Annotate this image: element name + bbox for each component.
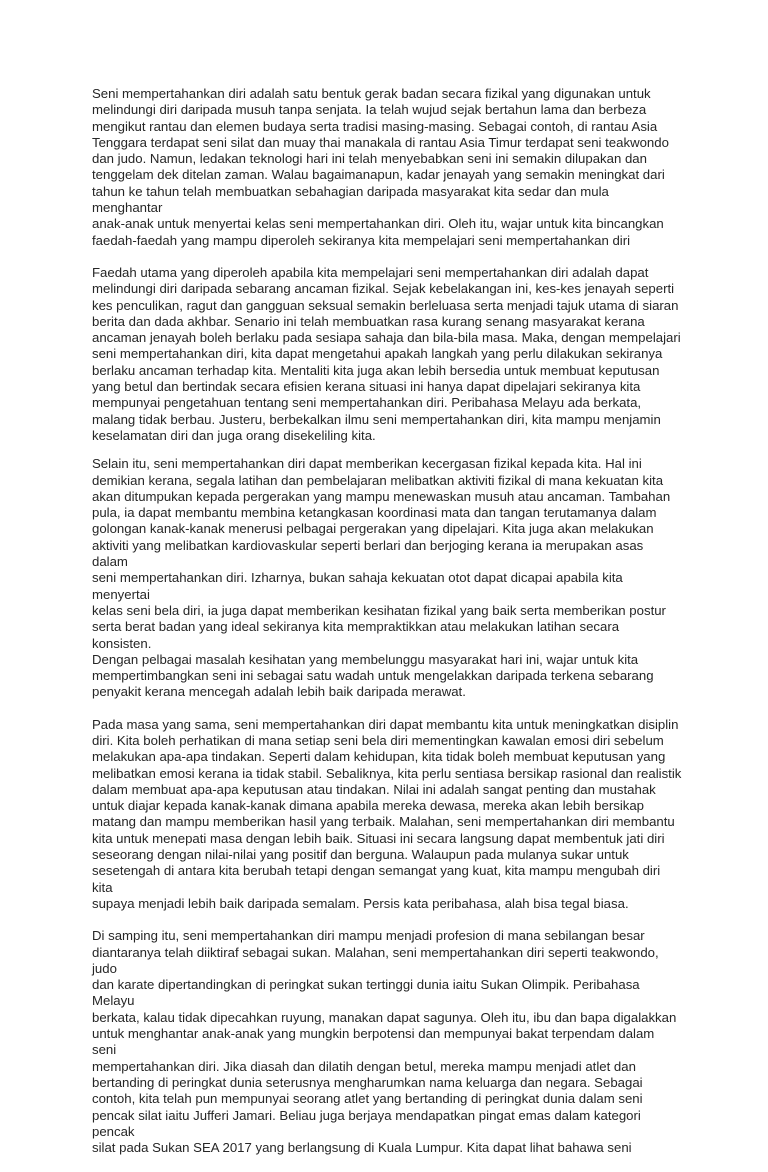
paragraph-fitness: Selain itu, seni mempertahankan diri dapat memberikan kecergasan fizikal kepada kita. Hal ini demikian kerana, segala latihan dan pembelajaran melibatkan aktiviti fizikal di mana kekuatan kita akan ditumpukan kepada pergerakan yang mampu menewaskan musuh atau ancaman. Tambahan pula, ia dapat membantu membina ketangkasan koordinasi mata dan tangan terutamanya dalam golongan kanak-kanak menerusi pelbagai pergerakan yang dipelajari. Kita juga akan melakukan aktiviti yang melibatkan kardiovaskular seperti berlari dan berjoging kerana ia merupakan asas dalam seni mempertahankan diri. Izharnya, bukan sahaja kekuatan otot dapat dicapai apabila kita menyertai kelas seni bela diri, ia juga dapat memberikan kesihatan fizikal yang baik serta memberikan postur serta berat badan yang ideal sekiranya kita mempraktikkan atau melakukan latihan secara konsisten. Dengan pelbagai masalah kesihatan yang membelunggu masyarakat hari ini, wajar untuk kita mempertimbangkan seni ini sebagai satu wadah untuk mengelakkan daripada terkena sebarang penyakit kerana mencegah adalah lebih baik daripada merawat. [92,456,671,700]
paragraph-intro: Seni mempertahankan diri adalah satu bentuk gerak badan secara fizikal yang digunakan untuk melindungi diri daripada musuh tanpa senjata. Ia telah wujud sejak bertahun lama dan berbeza mengikut rantau dan elemen budaya serta tradisi masing-masing. Sebagai contoh, di rantau Asia Tenggara terdapat seni silat dan muay thai manakala di rantau Asia Timur terdapat seni teakwondo dan judo. Namun, ledakan teknologi hari ini telah menyebabkan seni ini semakin dilupakan dan tenggelam dek ditelan zaman. Walau bagaimanapun, kadar jenayah yang semakin meningkat dari tahun ke tahun telah membuatkan sebahagian daripada masyarakat kita sedar dan mula menghantar anak-anak untuk menyertai kelas seni mempertahankan diri. Oleh itu, wajar untuk kita bincangkan faedah-faedah yang mampu diperoleh sekiranya kita mempelajari seni mempertahankan diri [92,86,669,248]
document-body [92,86,682,1172]
paragraph-discipline: Pada masa yang sama, seni mempertahankan diri dapat membantu kita untuk meningkatkan disiplin diri. Kita boleh perhatikan di mana setiap seni bela diri mementingkan kawalan emosi diri sebelum melakukan apa-apa tindakan. Seperti dalam kehidupan, kita tidak boleh membuat keputusan yang melibatkan emosi kerana ia tidak stabil. Sebaliknya, kita perlu sentiasa bersikap rasional dan realistik dalam membuat apa-apa keputusan atau tindakan. Nilai ini adalah sangat penting dan mustahak untuk diajar kepada kanak-kanak dimana apabila mereka dewasa, mereka akan lebih bersikap matang dan mampu memberikan hasil yang terbaik. Malahan, seni mempertahankan diri membantu kita untuk menepati masa dengan lebih baik. Situasi ini secara langsung dapat membentuk jati diri seseorang dengan nilai-nilai yang positif dan berguna. Walaupun pada mulanya sukar untuk sesetengah di antara kita berubah tetapi dengan semangat yang kuat, kita mampu mengubah diri kita supaya menjadi lebih baik daripada semalam. Persis kata peribahasa, alah bisa tegal biasa. [92,716,682,911]
paragraph-profession: Di samping itu, seni mempertahankan diri mampu menjadi profesion di mana sebilangan besar diantaranya telah diiktiraf sebagai sukan. Malahan, seni mempertahankan diri seperti teakwondo, judo dan karate dipertandingkan di peringkat sukan tertinggi dunia iaitu Sukan Olimpik. Peribahasa Melayu berkata, kalau tidak dipecahkan ruyung, manakan dapat sagunya. Oleh itu, ibu dan bapa digalakkan untuk menghantar anak-anak yang mungkin berpotensi dan mempunyai bakat terpendam dalam seni mempertahankan diri. Jika diasah dan dilatih dengan betul, mereka mampu menjadi atlet dan bertanding di peringkat dunia seterusnya mengharumkan nama keluarga dan negara. Sebagai contoh, kita telah pun mempunyai seorang atlet yang bertanding di peringkat dunia dalam seni pencak silat iaitu Jufferi Jamari. Beliau juga berjaya mendapatkan pingat emas dalam kategori pencak silat pada Sukan SEA 2017 yang berlangsung di Kuala Lumpur. Kita dapat lihat bahawa seni [92,928,677,1156]
paragraph-protection: Faedah utama yang diperoleh apabila kita mempelajari seni mempertahankan diri adalah dapat melindungi diri daripada sebarang ancaman fizikal. Sejak kebelakangan ini, kes-kes jenayah seperti kes penculikan, ragut dan gangguan seksual semakin berleluasa serta menjadi tajuk utama di siaran berita dan dada akhbar. Senario ini telah membuatkan rasa kurang senang masyarakat kerana ancaman jenayah boleh berlaku pada sesiapa sahaja dan bila-bila masa. Maka, dengan mempelajari seni mempertahankan diri, kita dapat mengetahui apakah langkah yang perlu dilakukan sekiranya berlaku ancaman terhadap kita. Mentaliti kita juga akan lebih bersedia untuk membuat keputusan yang betul dan bertindak secara efisien kerana situasi ini hanya dapat dipelajari sekiranya kita mempunyai pengetahuan tentang seni mempertahankan diri. Peribahasa Melayu ada berkata, malang tidak berbau. Justeru, berbekalkan ilmu seni mempertahankan diri, kita mampu menjamin keselamatan diri dan juga orang disekeliling kita. [92,264,681,443]
